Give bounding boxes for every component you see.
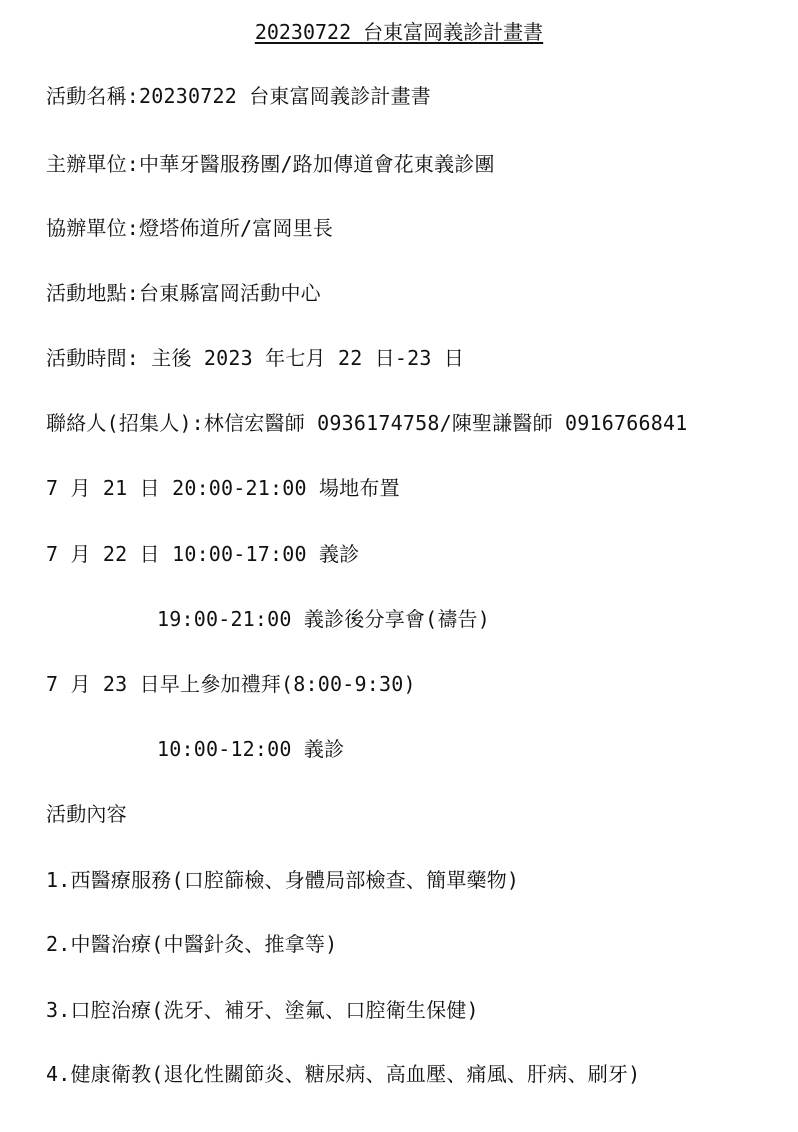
content-item-1: 1.西醫療服務(口腔篩檢、身體局部檢查、簡單藥物) bbox=[46, 868, 520, 892]
contact-line: 聯絡人(招集人):林信宏醫師 0936174758/陳聖謙醫師 0916766841 bbox=[46, 411, 688, 435]
activity-name-line: 活動名稱:20230722 台東富岡義診計畫書 bbox=[46, 84, 432, 108]
document-title bbox=[0, 18, 798, 46]
schedule-jul21-line: 7 月 21 日 20:00-21:00 場地布置 bbox=[46, 476, 400, 500]
organizer-line: 主辦單位:中華牙醫服務團/路加傳道會花東義診團 bbox=[46, 152, 495, 176]
co-organizer-line: 協辦單位:燈塔佈道所/富岡里長 bbox=[46, 216, 334, 240]
content-item-2: 2.中醫治療(中醫針灸、推拿等) bbox=[46, 932, 338, 956]
schedule-jul23-line: 7 月 23 日早上參加禮拜(8:00-9:30) bbox=[46, 672, 416, 696]
schedule-jul23-clinic-line: 10:00-12:00 義診 bbox=[157, 737, 345, 761]
activity-content-heading: 活動內容 bbox=[46, 802, 127, 826]
date-line: 活動時間: 主後 2023 年七月 22 日-23 日 bbox=[46, 346, 465, 370]
content-item-4: 4.健康衛教(退化性關節炎、糖尿病、高血壓、痛風、肝病、刷牙) bbox=[46, 1062, 641, 1086]
schedule-jul22-line: 7 月 22 日 10:00-17:00 義診 bbox=[46, 542, 360, 566]
content-item-3: 3.口腔治療(洗牙、補牙、塗氟、口腔衛生保健) bbox=[46, 998, 479, 1022]
document-title-text: 20230722 台東富岡義診計畫書 bbox=[254, 20, 544, 44]
schedule-jul22-evening-line: 19:00-21:00 義診後分享會(禱告) bbox=[157, 607, 490, 631]
location-line: 活動地點:台東縣富岡活動中心 bbox=[46, 281, 321, 305]
